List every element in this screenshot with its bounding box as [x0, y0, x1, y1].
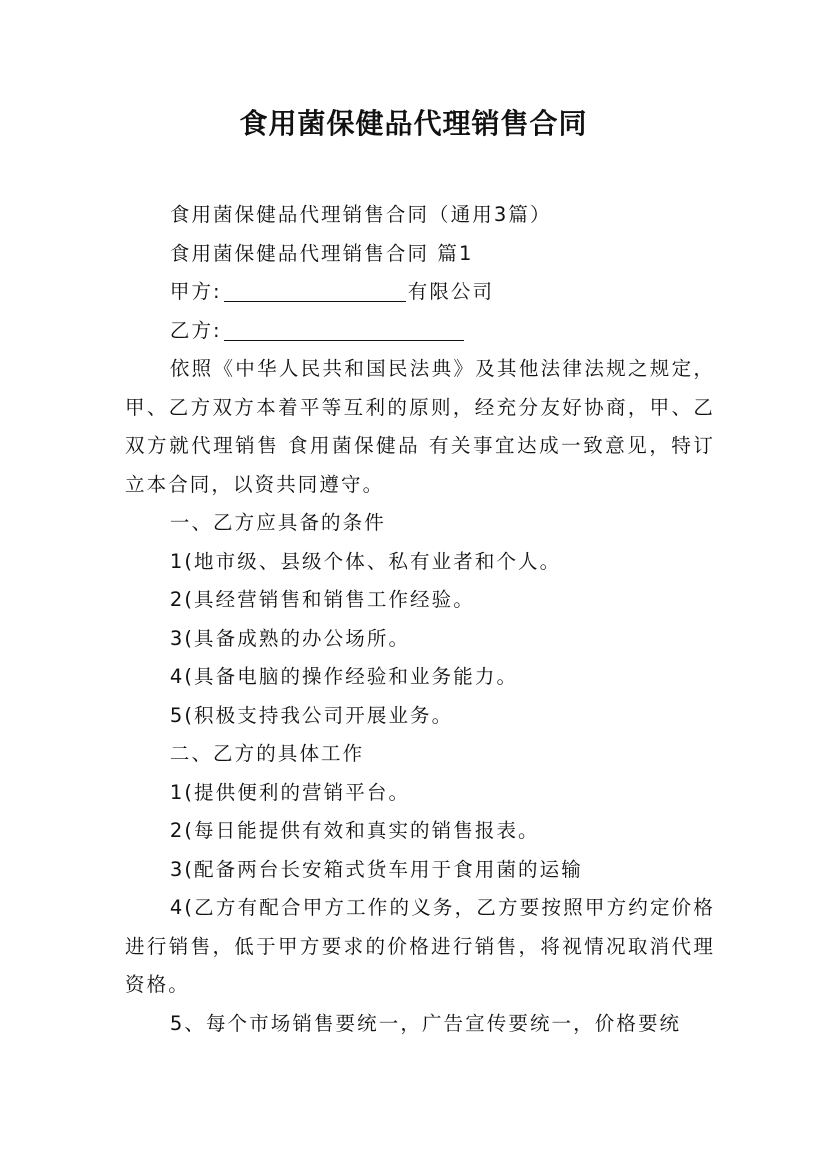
- section-1-item-3: 3(具备成熟的办公场所。: [169, 626, 411, 650]
- document-body: [125, 196, 715, 1043]
- section-2-item-2: 2(每日能提供有效和真实的销售报表。: [169, 819, 540, 842]
- party-a-blank: [224, 279, 406, 302]
- party-b-blank: [224, 318, 464, 341]
- section-2-item-5: 5、每个市场销售要统一，广告宣传要统一，价格要统: [169, 1011, 682, 1035]
- party-b-line: [125, 312, 715, 351]
- section-2-item-3: 3(配备两台长安箱式货车用于食用菌的运输: [169, 857, 583, 881]
- part-heading: 食用菌保健品代理销售合同 篇1: [169, 241, 474, 265]
- section-2-item-1: 1(提供便利的营销平台。: [169, 780, 411, 804]
- party-b-label: 乙方:: [169, 318, 222, 342]
- section-2-heading: 二、乙方的具体工作: [169, 742, 365, 765]
- section-1-item-5: 5(积极支持我公司开展业务。: [169, 703, 454, 727]
- party-a-line: [125, 273, 715, 312]
- section-1-item-1: 1(地市级、县级个体、私有业者和个人。: [169, 549, 562, 573]
- section-1-heading: 一、乙方应具备的条件: [169, 511, 386, 534]
- section-1-item-4: 4(具备电脑的操作经验和业务能力。: [169, 665, 519, 688]
- subtitle-line: 食用菌保健品代理销售合同（通用3篇）: [169, 203, 552, 226]
- party-a-label: 甲方:: [169, 280, 222, 303]
- section-2-item-4: 4(乙方有配合甲方工作的义务，乙方要按照甲方约定价格进行销售，低于甲方要求的价格进行销售，将视情况取消代理资格。: [125, 896, 715, 996]
- party-a-suffix: 有限公司: [407, 280, 495, 303]
- document-title: 食用菌保健品代理销售合同: [239, 107, 588, 140]
- section-1-item-2: 2(具经营销售和销售工作经验。: [169, 588, 475, 611]
- intro-paragraph: 依照《中华人民共和国民法典》及其他法律法规之规定，甲、乙方双方本着平等互利的原则，经充分友好协商，甲、乙双方就代理销售 食用菌保健品 有关事宜达成一致意见，特订立本合同，以资共同遵守。: [125, 357, 715, 496]
